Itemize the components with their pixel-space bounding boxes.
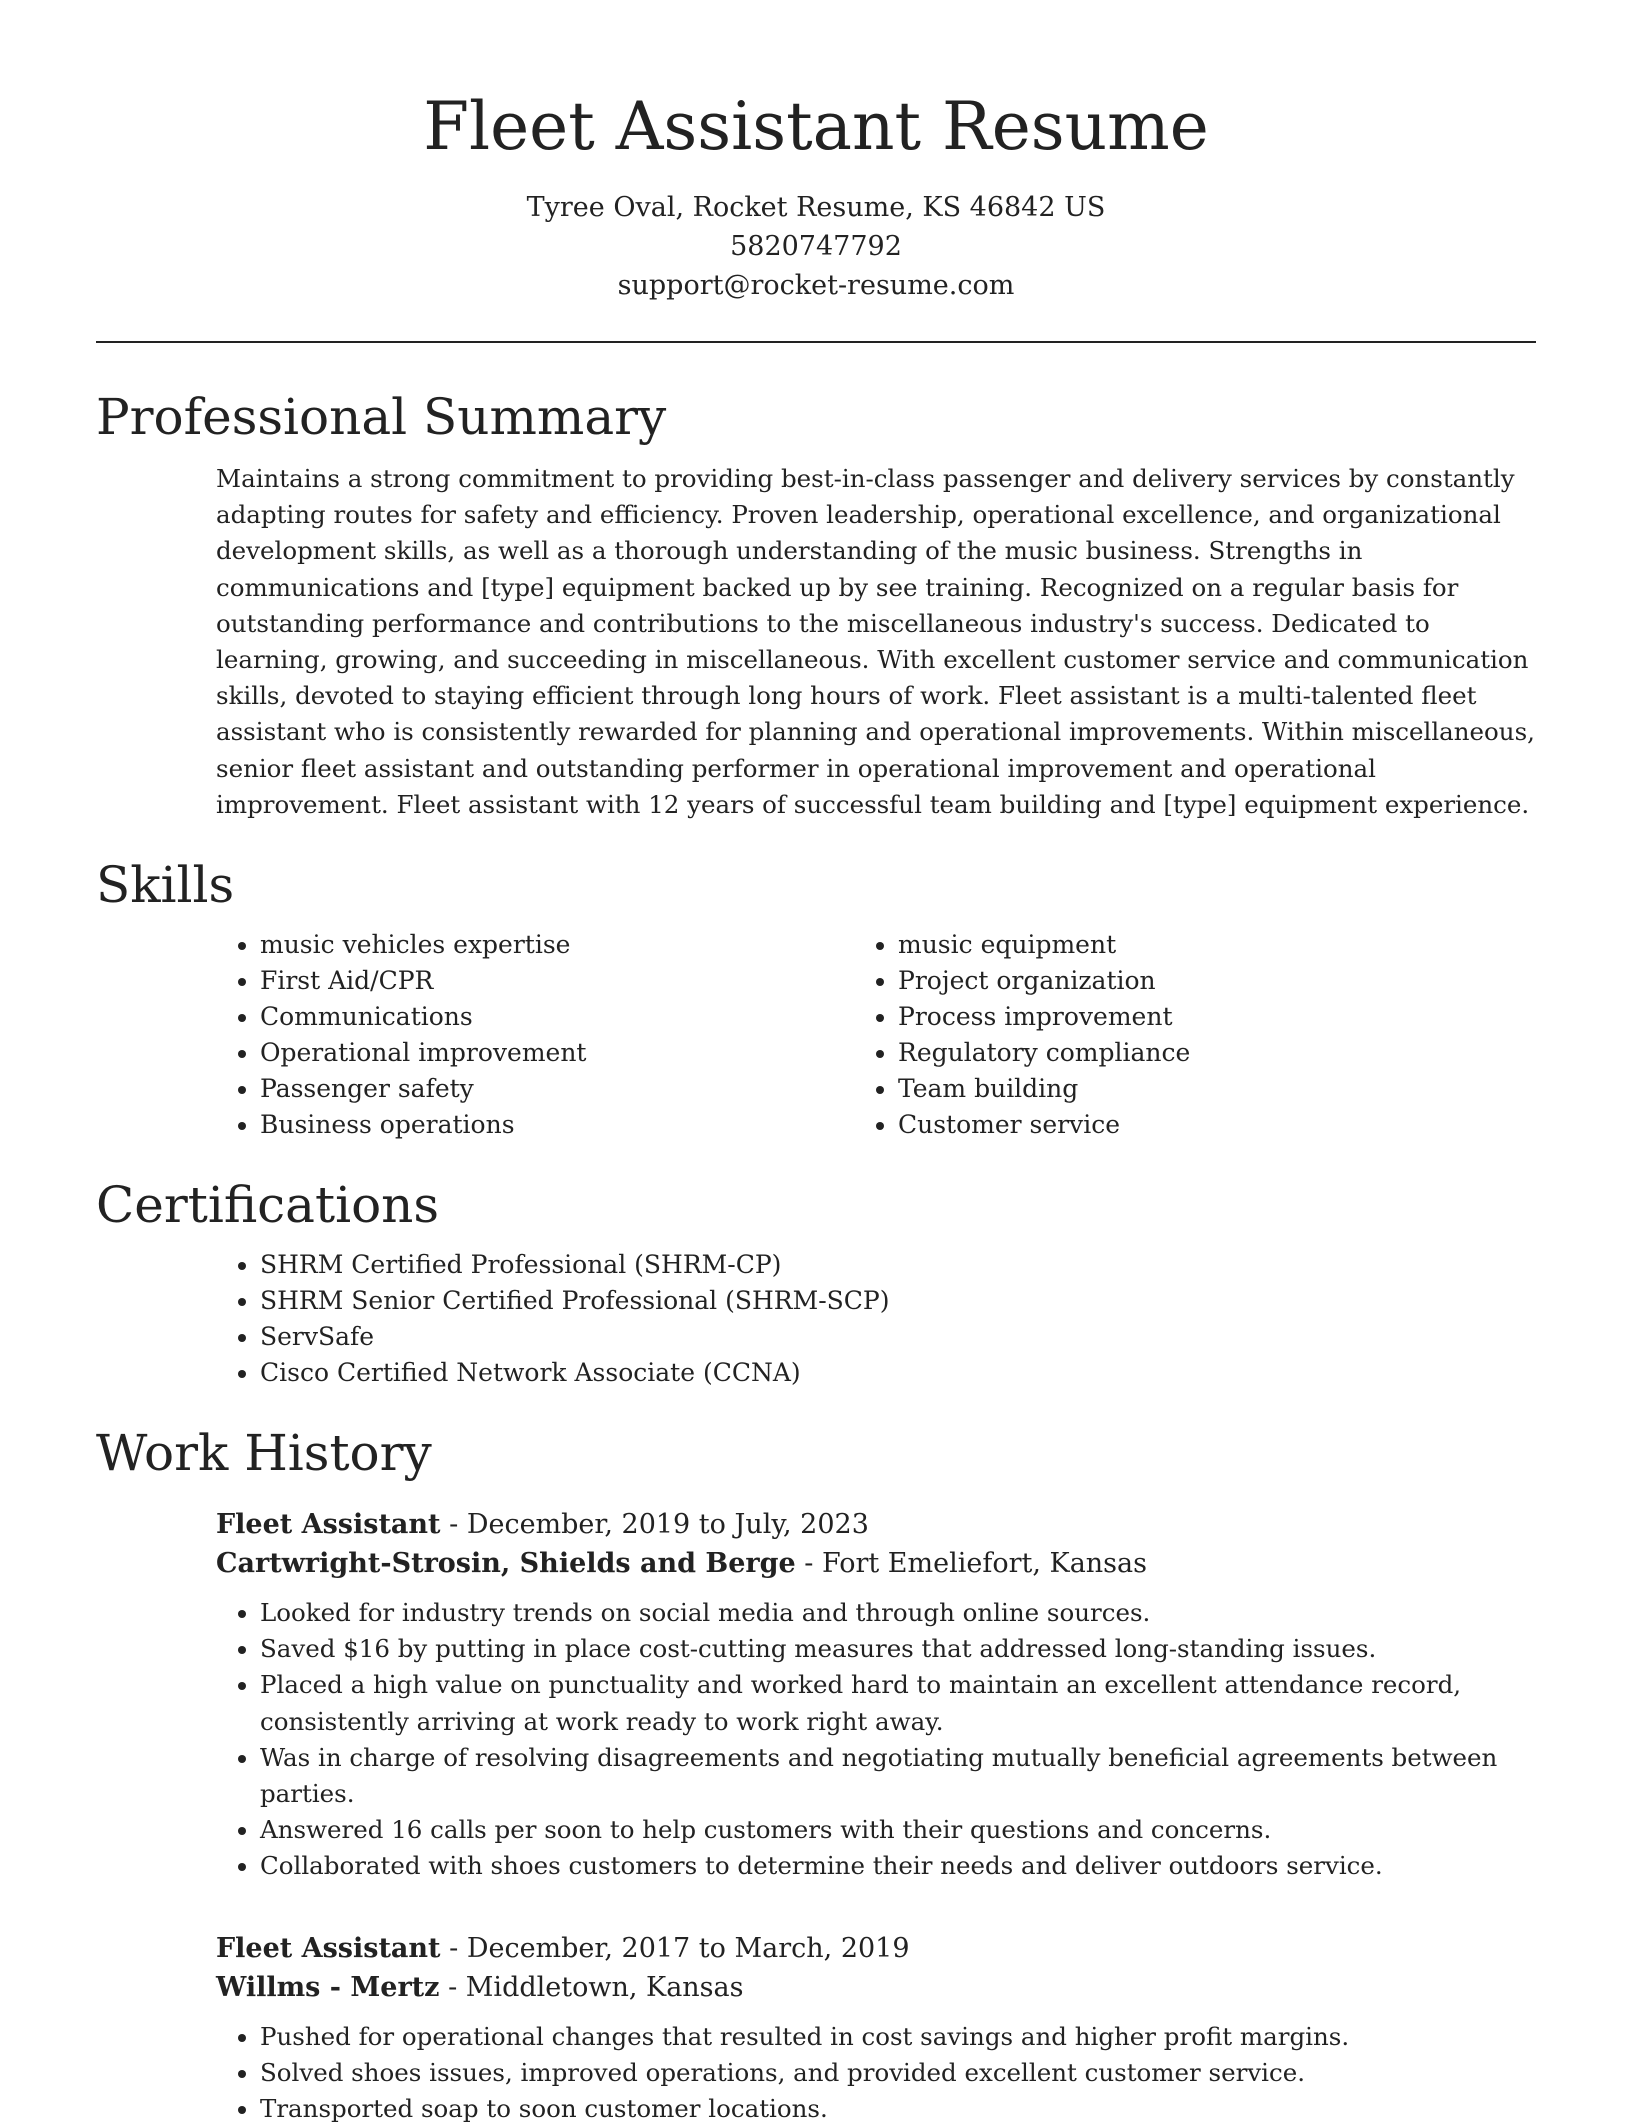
job-duty-item: • Answered 16 calls per soon to help customers with their questions and concerns. [260,1812,1536,1848]
job-duties-list [260,2019,1536,2127]
job-title: Fleet Assistant [216,1932,441,1964]
job-location: - Middletown, Kansas [439,1971,744,2003]
job-duty-item: • Collaborated with shoes customers to determine their needs and deliver outdoors service. [260,1848,1536,1884]
certification-item: • ServSafe [260,1319,1536,1355]
skill-item: • First Aid/CPR [260,963,898,999]
skills-grid [96,927,1536,1143]
certifications-heading: Certifications [96,1176,440,1235]
page-title: Fleet Assistant Resume [423,88,1209,165]
header-divider [96,341,1536,343]
job-duty-item: • Transported soap to soon customer locations. [260,2091,1536,2127]
certification-item: • SHRM Certified Professional (SHRM-CP) [260,1247,1536,1283]
job-duty-item: • Saved $16 by putting in place cost-cutting measures that addressed long-standing issues. [260,1631,1536,1667]
certification-item: • Cisco Certified Network Associate (CCNA) [260,1355,1536,1391]
job-duties-list [260,1595,1536,1885]
job-title: Fleet Assistant [216,1509,441,1541]
job-title-line [216,1505,1536,1544]
skill-item: • Team building [898,1071,1536,1107]
contact-phone: 5820747792 [730,231,902,262]
summary-heading: Professional Summary [96,388,667,446]
contact-email: support@rocket-resume.com [617,270,1015,301]
skill-item: • Communications [260,999,898,1035]
skill-item: • Operational improvement [260,1035,898,1071]
job-duty-item: • Placed a high value on punctuality and worked hard to maintain an excellent attendance record, consistently arriving at work ready to work right away. [260,1667,1536,1739]
skill-item: • Business operations [260,1107,898,1143]
skill-item: • Project organization [898,963,1536,999]
work-history-section [96,1417,1536,2127]
job-dates: - December, 2017 to March, 2019 [440,1932,910,1964]
certifications-list [260,1247,1536,1391]
job-company-line [216,1544,1536,1583]
job-duty-item: • Solved shoes issues, improved operations, and provided excellent customer service. [260,2055,1536,2091]
work-history-heading: Work History [96,1424,432,1483]
job-entry [216,1505,1536,1885]
certification-item: • SHRM Senior Certified Professional (SHRM-SCP) [260,1283,1536,1319]
skill-item: • Process improvement [898,999,1536,1035]
contact-block [96,188,1536,305]
summary-text: Maintains a strong commitment to providing best-in-class passenger and delivery services by constantly adapting routes for safety and efficiency. Proven leadership, operational excellence, and organizational development skills, as well as a thorough understanding of the music business. Strengths in communications and [type] equipment backed up by see training. Recognized on a regular basis for outstanding performance and contributions to the miscellaneous industry's success. Dedicated to learning, growing, and succeeding in miscellaneous. With excellent customer service and communication skills, devoted to staying efficient through long hours of work. Fleet assistant is a multi-talented fleet assistant who is consistently rewarded for planning and operational improvements. Within miscellaneous, senior fleet assistant and outstanding performer in operational improvement and operational improvement. Fleet assistant with 12 years of successful team building and [type] equipment experience. [216,464,1535,819]
skill-item: • Regulatory compliance [898,1035,1536,1071]
job-title-line [216,1929,1536,1968]
job-duty-item: • Looked for industry trends on social media and through online sources. [260,1595,1536,1631]
skill-item: • music equipment [898,927,1536,963]
job-duty-item: • Was in charge of resolving disagreements and negotiating mutually beneficial agreements between parties. [260,1740,1536,1812]
job-company: Cartwright-Strosin, Shields and Berge [216,1548,796,1580]
job-location: - Fort Emeliefort, Kansas [795,1548,1147,1580]
skill-item: • Customer service [898,1107,1536,1143]
skills-column-1 [260,927,898,1143]
skill-item: • Passenger safety [260,1071,898,1107]
job-company: Willms - Mertz [216,1971,440,2003]
skill-item: • music vehicles expertise [260,927,898,963]
contact-address: Tyree Oval, Rocket Resume, KS 46842 US [526,192,1106,223]
job-entry [216,1929,1536,2127]
certifications-section [96,1169,1536,1391]
skills-section [96,849,1536,1143]
job-dates: - December, 2019 to July, 2023 [440,1509,869,1541]
summary-section [96,381,1536,823]
job-duty-item: • Pushed for operational changes that resulted in cost savings and higher profit margins. [260,2019,1536,2055]
skills-column-2 [898,927,1536,1143]
skills-heading: Skills [96,856,235,915]
job-company-line [216,1968,1536,2007]
